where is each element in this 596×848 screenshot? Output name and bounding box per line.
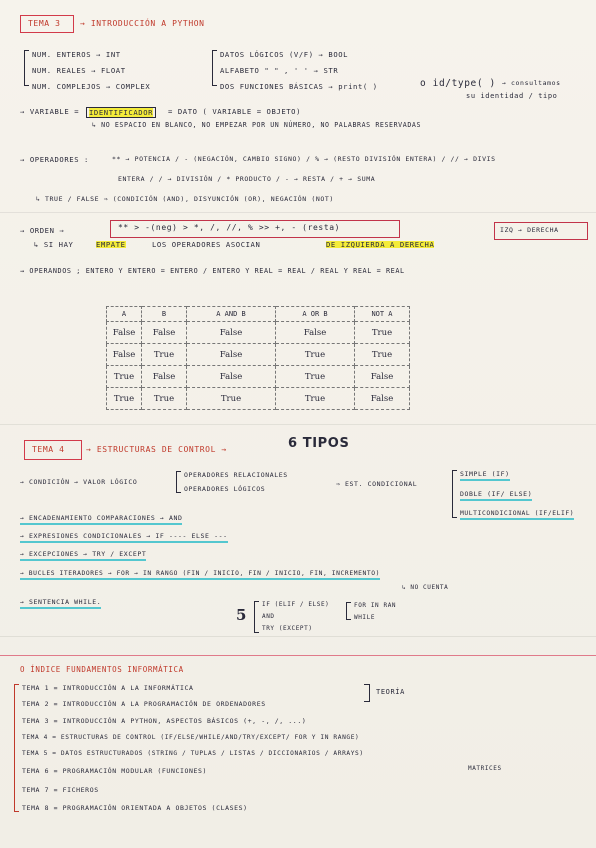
est-cond-multi: MULTICONDICIONAL (IF/ELIF) (460, 511, 574, 520)
cell: False (187, 344, 276, 366)
operadores-line1: ** → POTENCIA / - (NEGACIÓN, CAMBIO SIGNO) / % → (RESTO DIVISIÓN ENTERA) / // → DIVIS (112, 155, 496, 163)
five-bracket (254, 601, 259, 633)
condicion-label: → CONDICIÓN → VALOR LÓGICO (20, 478, 138, 486)
indice-tema8: TEMA 8 = PROGRAMACIÓN ORIENTADA A OBJETOS (CLASES) (22, 804, 248, 812)
five-side-for: FOR IN RAN (354, 602, 397, 609)
orden-label: → ORDEN ⇒ (20, 226, 65, 235)
operandos-types: → OPERANDOS ; ENTERO Y ENTERO = ENTERO / ENTERO Y REAL = REAL / REAL Y REAL = REAL (20, 267, 405, 275)
tema4-item-bucles: → BUCLES ITERADORES → FOR → IN RANGO (FIN / INICIO, FIN / INICIO, FIN, INCREMENTO) (20, 571, 380, 580)
table-row (107, 344, 410, 366)
indice-tema6: TEMA 6 = PROGRAMACIÓN MODULAR (FUNCIONES) (22, 767, 208, 775)
paper-fold (0, 424, 596, 425)
cell: False (107, 322, 142, 344)
indice-tema2: TEMA 2 = INTRODUCCIÓN A LA PROGRAMACIÓN DE ORDENADORES (22, 700, 266, 708)
tema3-subtitle: → INTRODUCCIÓN A PYTHON (80, 19, 205, 28)
cell: True (142, 388, 187, 410)
indice-tema1: TEMA 1 = INTRODUCCIÓN A LA INFORMÁTICA (22, 684, 194, 692)
cell: False (355, 366, 410, 388)
indice-tema5: TEMA 5 = DATOS ESTRUCTURADOS (STRING / TUPLAS / LISTAS / DICCIONARIOS / ARRAYS) (22, 750, 364, 757)
condicion-bracket (176, 471, 181, 493)
cell: False (276, 322, 355, 344)
teoria-bracket (364, 684, 370, 702)
orden-side: IZQ → DERECHA (500, 226, 559, 234)
table-row (107, 366, 410, 388)
type-complex: NUM. COMPLEJOS → COMPLEX (32, 82, 151, 91)
table-row (107, 388, 410, 410)
tema4-subtitle: → ESTRUCTURAS DE CONTROL → (86, 445, 227, 454)
indice-tema3: TEMA 3 = INTRODUCCIÓN A PYTHON, ASPECTOS BÁSICOS (+, -, /, ...) (22, 717, 307, 725)
indice-title: O ÍNDICE FUNDAMENTOS INFORMÁTICA (20, 665, 184, 674)
tema4-item-encadenamiento: → ENCADENAMIENTO COMPARACIONES → AND (20, 515, 182, 525)
five-label: 5 (236, 606, 248, 624)
five-side-bracket (346, 602, 351, 620)
header-cell: A AND B (187, 307, 276, 322)
idtype-note1: → consultamos (502, 79, 561, 87)
header-cell: A (107, 307, 142, 322)
type-float: NUM. REALES → FLOAT (32, 66, 126, 75)
truth-table (106, 306, 410, 410)
variable-note: ↳ NO ESPACIO EN BLANCO, NO EMPEZAR POR UN NÚMERO, NO PALABRAS RESERVADAS (92, 121, 422, 129)
condicion-opt2: OPERADORES LÓGICOS (184, 485, 266, 493)
type-functions: DOS FUNCIONES BÁSICAS → print( ) (220, 82, 378, 91)
types-left-bracket (24, 50, 29, 86)
tema4-item-excepciones: → EXCEPCIONES → TRY / EXCEPT (20, 551, 146, 561)
idtype-note2: su identidad / tipo (466, 92, 558, 100)
bucles-note: ↳ NO CUENTA (402, 584, 449, 591)
cell: True (355, 344, 410, 366)
indice-tema4: TEMA 4 = ESTRUCTURAS DE CONTROL (IF/ELSE/WHILE/AND/TRY/EXCEPT/ FOR Y IN RANGE) (22, 734, 360, 741)
cell: False (187, 322, 276, 344)
operadores-line3: ↳ TRUE / FALSE ⇒ (CONDICIÓN (AND), DISYUNCIÓN (OR), NEGACIÓN (NOT) (36, 195, 334, 203)
est-cond-doble: DOBLE (IF/ ELSE) (460, 491, 532, 501)
type-int: NUM. ENTEROS → INT (32, 50, 121, 59)
five-opt-if: IF (ELIF / ELSE) (262, 601, 330, 608)
section-divider (0, 655, 596, 656)
table-row (107, 322, 410, 344)
variable-word-text: IDENTIFICADOR (89, 108, 154, 117)
variable-word (86, 107, 156, 118)
tema4-item-while: → SENTENCIA WHILE. (20, 599, 101, 609)
variable-rest: = DATO ( VARIABLE = OBJETO) (168, 107, 302, 116)
five-side-while: WHILE (354, 614, 376, 621)
cell: True (276, 344, 355, 366)
variable-label: → VARIABLE = (20, 107, 80, 116)
type-bool: DATOS LÓGICOS (V/F) → BOOL (220, 50, 349, 59)
matrices-label: MATRICES (468, 765, 502, 772)
tema4-item-expresiones: → EXPRESIONES CONDICIONALES → IF ---- ELSE --- (20, 533, 228, 543)
header-cell: A OR B (276, 307, 355, 322)
five-opt-and: AND (262, 613, 275, 620)
orden-note-empate: EMPATE (96, 240, 126, 249)
cell: True (276, 388, 355, 410)
operadores-label: → OPERADORES : (20, 155, 89, 164)
header-cell: B (142, 307, 187, 322)
type-str: ALFABETO " " , ' ' → STR (220, 66, 339, 75)
cell: True (107, 366, 142, 388)
cell: False (142, 366, 187, 388)
indice-tema7: TEMA 7 = FICHEROS (22, 786, 99, 794)
orden-note-b: LOS OPERADORES ASOCIAN (152, 240, 261, 249)
five-opt-try: TRY (EXCEPT) (262, 625, 313, 632)
header-cell: NOT A (355, 307, 410, 322)
truth-table-header (107, 307, 410, 322)
teoria-label: TEORÍA (376, 688, 405, 696)
est-cond-bracket (452, 470, 457, 518)
orden-note-a: ↳ SI HAY (34, 240, 74, 249)
orden-box-text: ** > -(neg) > *, /, //, % >> +, - (resta) (118, 223, 341, 232)
paper-fold (0, 636, 596, 637)
est-condicional: ⇒ EST. CONDICIONAL (336, 480, 418, 488)
tema4-six-types: 6 TIPOS (288, 436, 350, 451)
cell: False (355, 388, 410, 410)
est-cond-simple: SIMPLE (IF) (460, 471, 510, 481)
cell: False (107, 344, 142, 366)
cell: True (355, 322, 410, 344)
cell: True (142, 344, 187, 366)
orden-note-izq-der: DE IZQUIERDA A DERECHA (326, 240, 435, 249)
tema4-title: TEMA 4 (32, 445, 65, 454)
types-right-bracket (212, 50, 217, 86)
idtype: o id/type( ) (420, 78, 496, 89)
cell: False (187, 366, 276, 388)
cell: True (276, 366, 355, 388)
operadores-line2: ENTERA / / → DIVISIÓN / * PRODUCTO / - → RESTA / + → SUMA (118, 175, 376, 183)
tema3-title: TEMA 3 (28, 19, 61, 28)
cell: True (107, 388, 142, 410)
cell: True (187, 388, 276, 410)
condicion-opt1: OPERADORES RELACIONALES (184, 471, 288, 479)
paper-fold (0, 212, 596, 213)
cell: False (142, 322, 187, 344)
indice-bracket (14, 684, 19, 812)
